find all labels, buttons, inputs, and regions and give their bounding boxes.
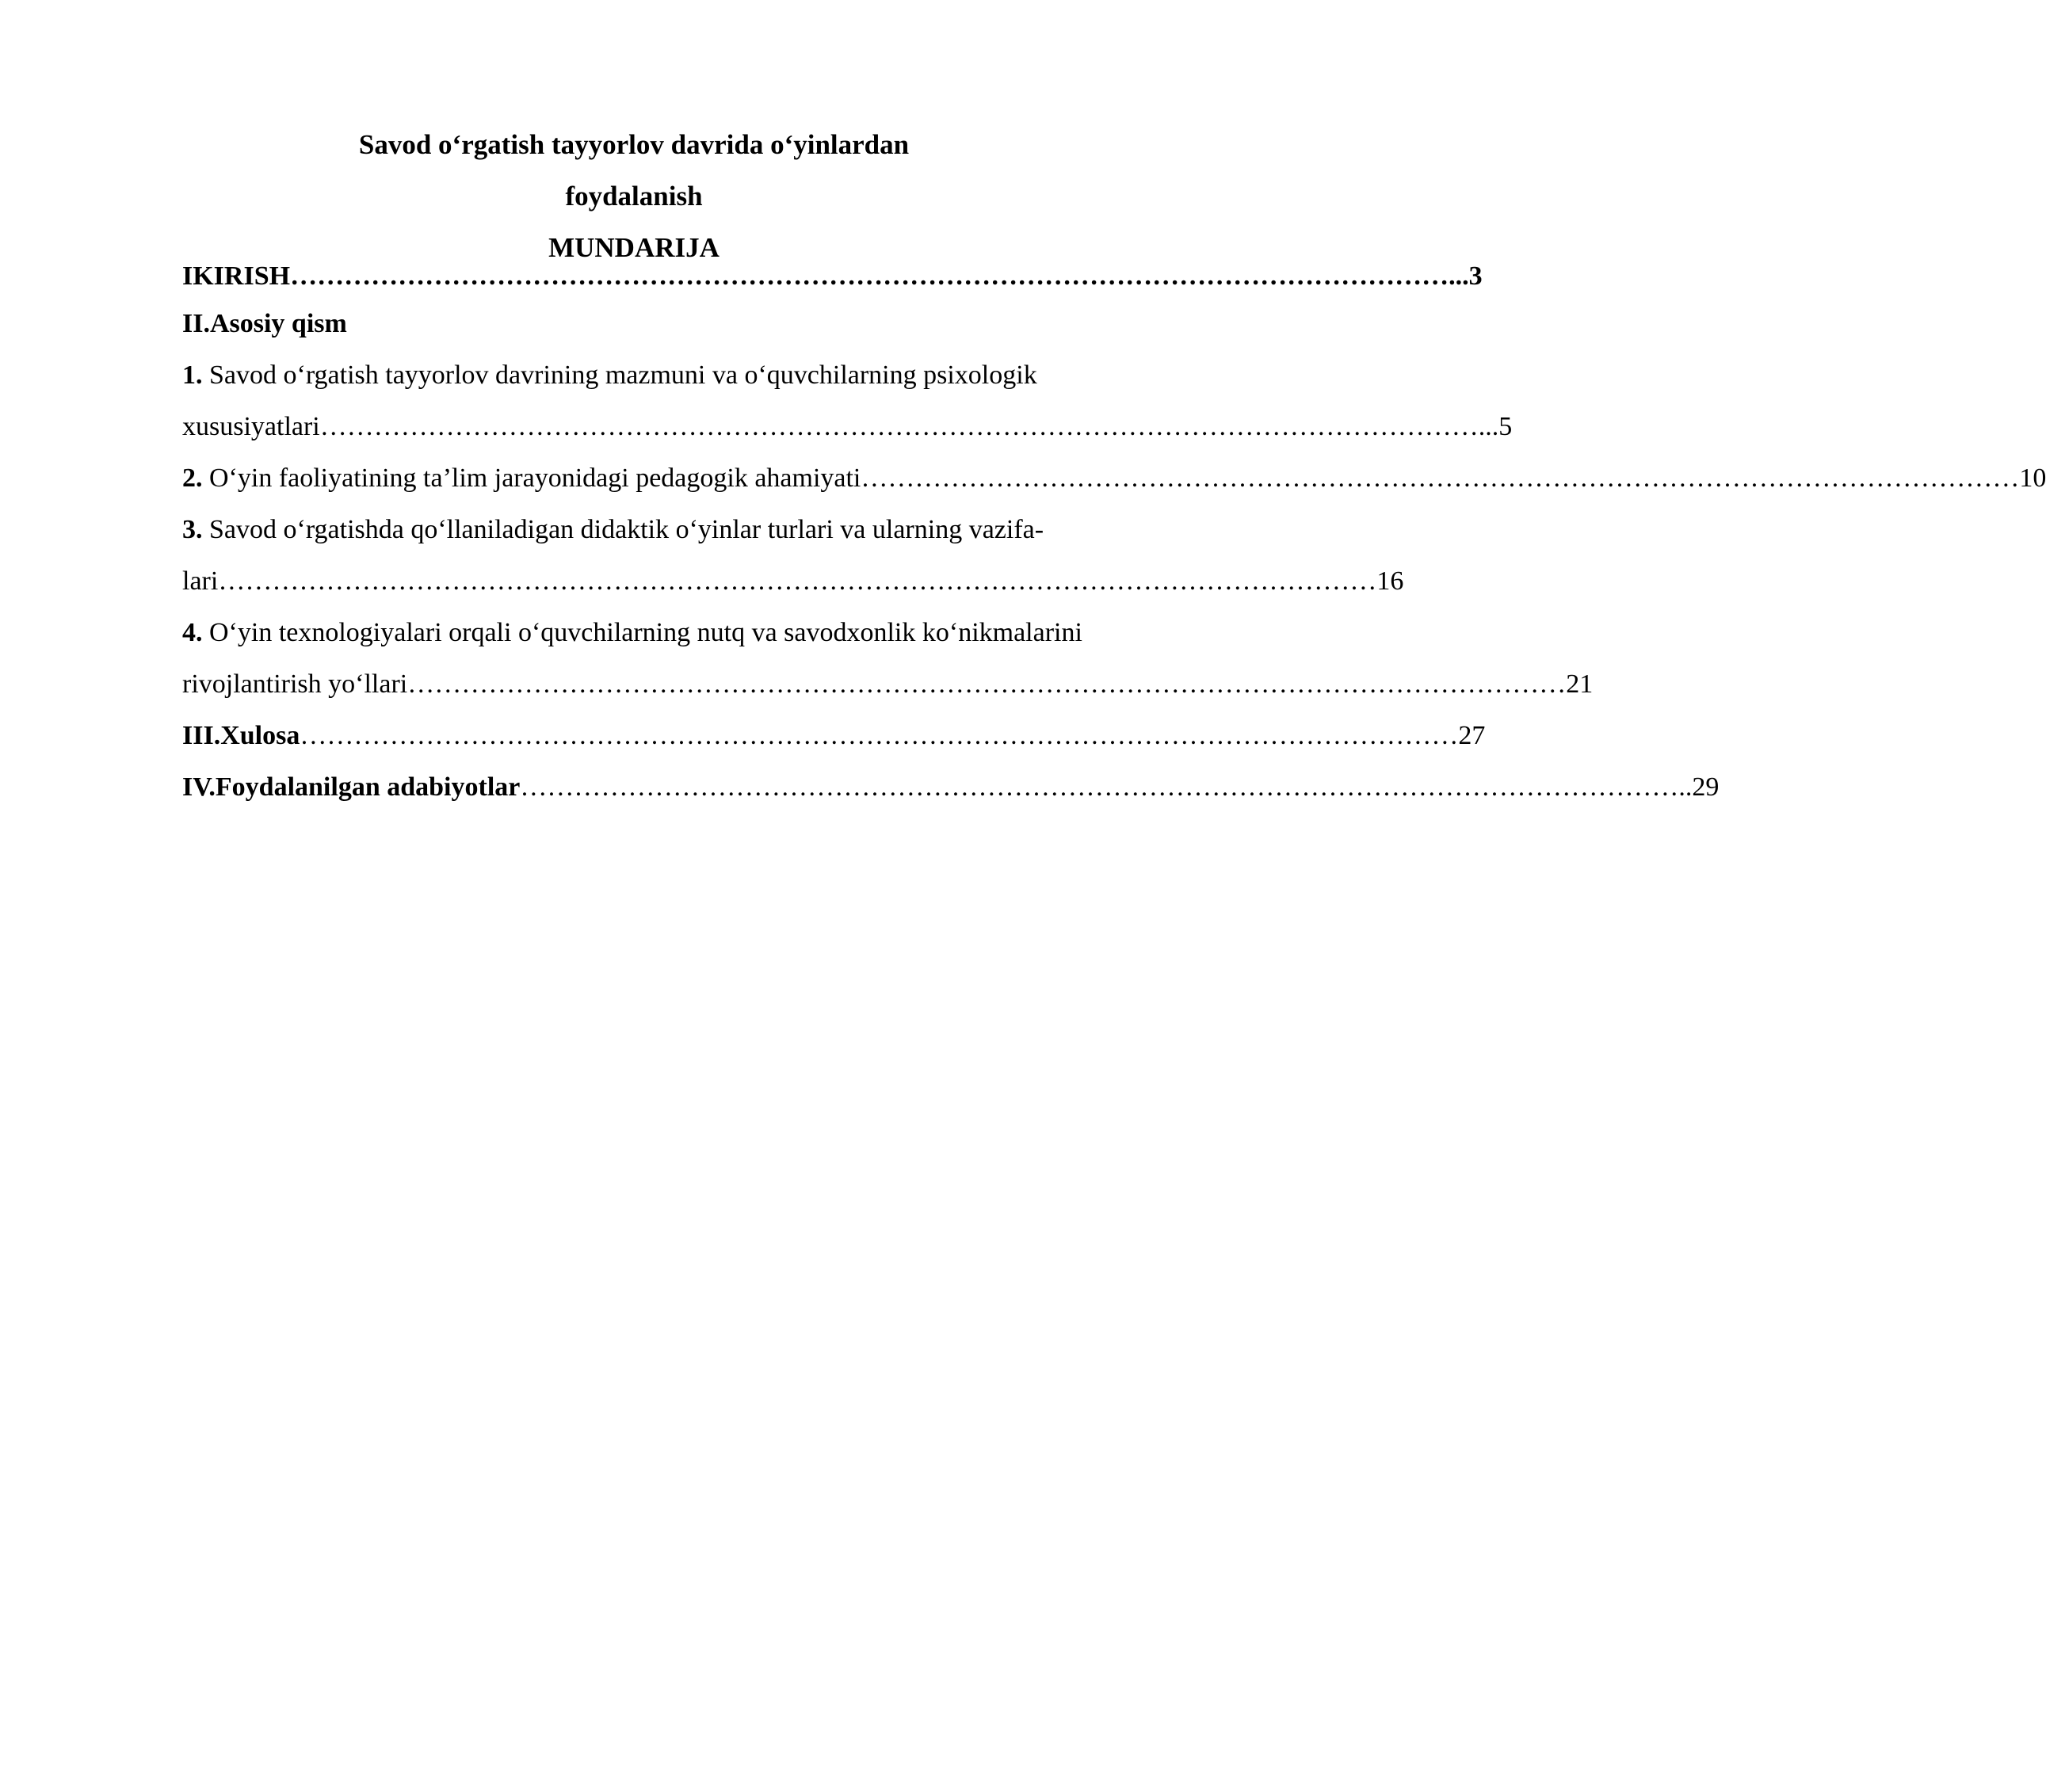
toc-entry-2-page: 10 [2019,463,2046,493]
toc-entry-4-page: 21 [1566,669,1594,699]
toc-entry-2-number: 2. [182,463,203,493]
document-title-line-2: foydalanish [565,181,703,212]
toc-entry-references-text: IV.Foydalanilgan adabiyotlar [182,772,521,802]
toc-entry-3-line-2 [182,555,1404,607]
toc-entry-3-number: 3. [182,515,203,544]
toc-entry-1-text: Savod o‘rgatish tayyorlov davrining mazmuni va o‘quvchilarning psixologik [202,360,1037,390]
table-of-contents [182,255,2046,813]
toc-leader-dots: ………………………………………………………………………………………………………………… [218,566,1377,596]
toc-entry-4-text: O‘yin texnologiyalari orqali o‘quvchilarning nutq va savodxonlik ko‘nikmalarini [202,618,1082,647]
toc-leader-dots: ………………………………………………………………………………………………………………… [290,261,1449,291]
toc-entry-1-line-1 [182,349,1182,401]
toc-entry-2-label [182,452,861,504]
title-block [0,119,1268,273]
toc-entry-3-page: 16 [1376,566,1404,596]
toc-leader-dots: ………………………………………………………………………………………………………………… [520,772,1679,802]
toc-entry-conclusion-text: III.Xulosa [182,721,300,750]
toc-entry-4-text-cont: rivojlantirish yo‘llari [182,669,408,699]
toc-entry-2 [182,452,2046,504]
toc-leader-dots: ………………………………………………………………………………………………………………… [300,721,1459,750]
toc-leader-dots: ………………………………………………………………………………………………………………… [861,463,2020,493]
toc-entry-conclusion-page: 27 [1458,721,1486,750]
toc-leader-dots: ………………………………………………………………………………………………………………… [319,412,1479,441]
document-title-line-1: Savod o‘rgatish tayyorlov davrida o‘yinlardan [358,129,910,160]
toc-entry-1-number: 1. [182,360,203,390]
toc-entry-conclusion [182,710,1486,761]
toc-entry-intro-text: IKIRISH [182,261,291,291]
toc-entry-4-line-2 [182,658,1594,710]
toc-entry-3-line-1 [182,504,1182,555]
toc-entry-2-text: O‘yin faoliyatining ta’lim jarayonidagi pedagogik ahamiyati [202,463,861,493]
toc-entry-intro-page: ...3 [1449,261,1483,291]
toc-entry-references-page: ..29 [1678,772,1720,802]
toc-part2-heading: II.Asosiy qism [182,309,347,338]
toc-entry-1-line-2 [182,401,1513,452]
toc-leader-dots: ………………………………………………………………………………………………………………… [407,669,1567,699]
toc-entry-1-page: ...5 [1478,412,1513,441]
toc-entry-references [182,761,1720,813]
toc-entry-4-line-1 [182,607,1182,658]
toc-entry-3-text: Savod o‘rgatishda qo‘llaniladigan didaktik o‘yinlar turlari va ularning vazifa- [202,515,1044,544]
toc-entry-1-text-cont: xususiyatlari [182,412,320,441]
toc-entry-3-text-cont: lari [182,566,219,596]
toc-entry-4-number: 4. [182,618,203,647]
toc-entry-intro [182,255,1483,298]
toc-heading: MUNDARIJA [548,232,720,263]
